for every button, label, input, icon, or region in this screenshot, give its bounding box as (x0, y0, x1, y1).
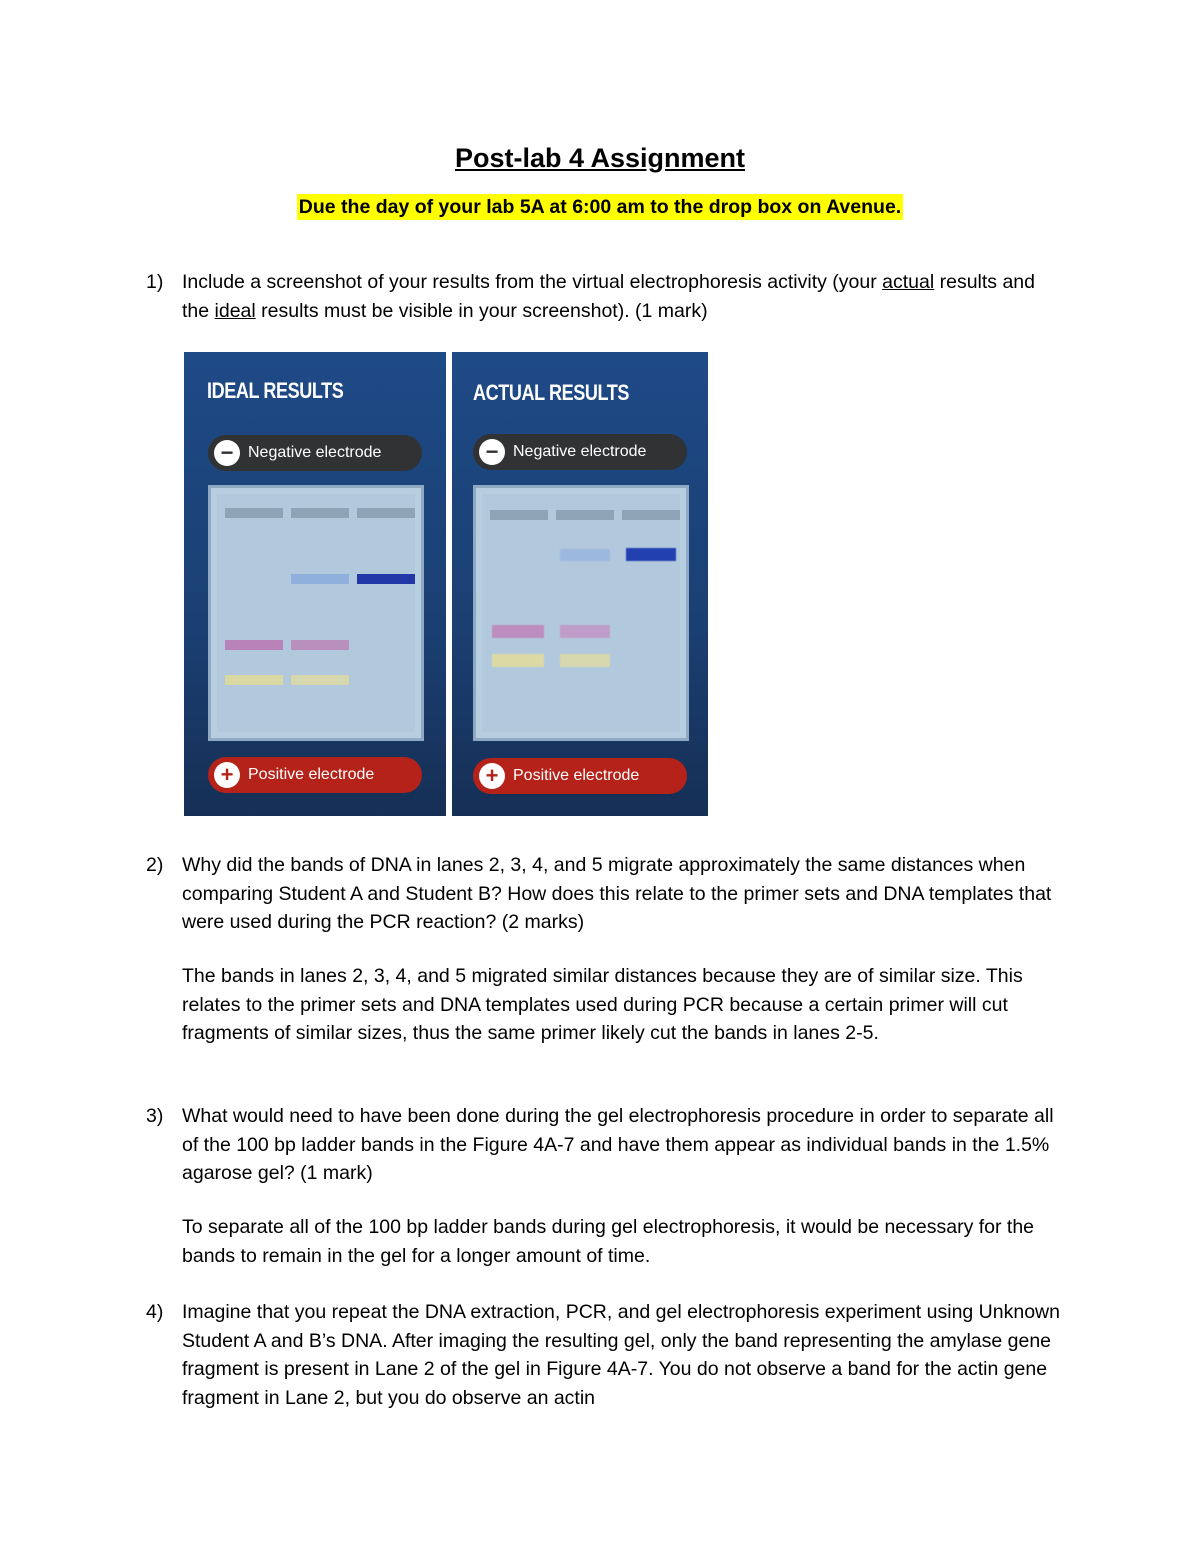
gel (473, 485, 689, 741)
due-highlight: Due the day of your lab 5A at 6:00 am to the drop box on Avenue. (298, 196, 902, 218)
due-notice (0, 194, 1200, 220)
q1-text-part3: results must be visible in your screenshot). (1 mark) (255, 299, 708, 322)
well-lane-2 (556, 510, 614, 520)
actual-results-panel (452, 352, 708, 816)
gel (208, 485, 424, 741)
negative-electrode-text: Negative electrode (513, 443, 647, 460)
q1-text-part1: Include a screenshot of your results from the virtual electrophoresis activity (your (182, 271, 883, 293)
q1-ideal-underlined: ideal (214, 299, 256, 322)
band-pink-2 (560, 625, 610, 638)
well-lane-1 (225, 508, 283, 518)
question-text: Imagine that you repeat the DNA extraction, PCR, and gel electrophoresis experiment using Unknown Student A and B’s DNA. After imaging the resulting gel, only the band representing the amylase gene fragment is present in Lane 2 of the gel in Figure 4A-7. You do not observe a band for the actin gene fragment in Lane 2, but you do observe an actin (182, 1301, 1060, 1409)
band-light-blue (560, 549, 610, 561)
question-text (182, 268, 1062, 325)
minus-icon: − (214, 440, 240, 466)
ideal-results-panel (184, 352, 446, 816)
negative-electrode-text: Negative electrode (248, 444, 382, 461)
well-lane-2 (291, 508, 349, 518)
positive-electrode-label (473, 758, 687, 794)
positive-electrode-text: Positive electrode (513, 767, 640, 784)
minus-icon: − (479, 439, 505, 465)
q1-actual-underlined: actual (882, 271, 935, 293)
band-pink-1 (225, 640, 283, 650)
question-text: Why did the bands of DNA in lanes 2, 3, 4, and 5 migrate approximately the same distances when comparing Student A and Student B? How does this relate to the primer sets and DNA templates that were used during the PCR reaction? (2 marks) (182, 854, 1052, 933)
band-dark-blue (357, 574, 415, 584)
band-dark-blue (626, 548, 676, 561)
band-yellow-2 (560, 654, 610, 667)
band-yellow-2 (291, 675, 349, 685)
well-lane-3 (622, 510, 680, 520)
panel-title: IDEAL RESULTS (207, 378, 344, 403)
plus-icon: + (214, 762, 240, 788)
q1-text-part2: results and the (182, 271, 1035, 322)
well-lane-1 (490, 510, 548, 520)
band-light-blue (291, 574, 349, 584)
band-pink-1 (492, 625, 544, 638)
negative-electrode-label (473, 434, 687, 470)
band-yellow-1 (225, 675, 283, 685)
gel-surface (482, 494, 680, 732)
positive-electrode-label (208, 757, 422, 793)
answer-2: The bands in lanes 2, 3, 4, and 5 migrated similar distances because they are of similar size. This relates to the primer sets and DNA templates used during PCR because a certain primer will cut fragments of similar sizes, thus the same primer likely cut the bands in lanes 2-5. (182, 965, 1023, 1044)
panel-title: ACTUAL RESULTS (473, 380, 629, 405)
band-pink-2 (291, 640, 349, 650)
negative-electrode-label (208, 435, 422, 471)
question-number: 1) (146, 271, 164, 293)
well-lane-3 (357, 508, 415, 518)
plus-icon: + (479, 763, 505, 789)
page-title: Post-lab 4 Assignment (454, 143, 746, 173)
question-number: 2) (146, 854, 164, 876)
band-yellow-1 (492, 654, 544, 667)
question-number: 4) (146, 1301, 164, 1323)
gel-surface (217, 494, 415, 732)
question-text: What would need to have been done during the gel electrophoresis procedure in order to separate all of the 100 bp ladder bands in the Figure 4A-7 and have them appear as individual bands in the 1.5% agarose gel? (1 mark) (182, 1105, 1054, 1184)
question-number: 3) (146, 1105, 164, 1127)
answer-3: To separate all of the 100 bp ladder bands during gel electrophoresis, it would be necessary for the bands to remain in the gel for a longer amount of time. (182, 1216, 1035, 1267)
positive-electrode-text: Positive electrode (248, 766, 375, 783)
